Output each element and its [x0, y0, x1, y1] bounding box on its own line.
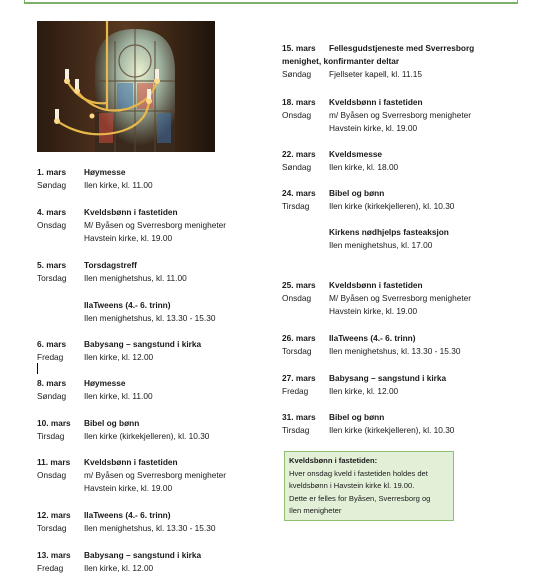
- event-day: Onsdag: [37, 220, 67, 230]
- event-title: IlaTweens (4.- 6. trinn): [84, 510, 171, 520]
- event-detail: Ilen kirke, kl. 12.00: [329, 386, 399, 396]
- event-detail: Ilen kirke, kl. 12.00: [84, 563, 154, 573]
- event-day: Torsdag: [282, 346, 312, 356]
- event-day: Onsdag: [282, 110, 312, 120]
- event-detail: Ilen menighetshus, kl. 17.00: [329, 240, 433, 250]
- event-day: Torsdag: [37, 273, 67, 283]
- event-item: [282, 332, 522, 358]
- event-day: Torsdag: [37, 523, 67, 533]
- event-detail: Ilen menighetshus, kl. 11.00: [84, 273, 187, 283]
- event-title: Bibel og bønn: [329, 188, 385, 198]
- event-item: [37, 299, 273, 325]
- event-title: Bibel og bønn: [84, 418, 140, 428]
- event-detail: Ilen kirke, kl. 11.00: [84, 180, 153, 190]
- event-item: [37, 417, 273, 443]
- event-day: Fredag: [37, 352, 64, 362]
- church-chandelier-stained-glass-photo: [37, 21, 215, 152]
- event-detail: Havstein kirke, kl. 19.00: [329, 306, 418, 316]
- event-detail: Havstein kirke, kl. 19.00: [84, 483, 173, 493]
- event-date: 11. mars: [37, 457, 71, 467]
- event-title: IlaTweens (4.- 6. trinn): [329, 333, 416, 343]
- event-detail: Fjellseter kapell, kl. 11.15: [329, 69, 422, 79]
- event-day: Søndag: [37, 391, 67, 401]
- notice-line: Hver onsdag kveld i fastetiden holdes det: [289, 468, 428, 478]
- event-date: 18. mars: [282, 97, 316, 107]
- event-detail: Ilen kirke (kirkekjelleren), kl. 10.30: [84, 431, 210, 441]
- event-title: Babysang – sangstund i kirka: [329, 373, 447, 383]
- event-item: [282, 226, 522, 252]
- event-title: Kveldsmesse: [329, 149, 383, 159]
- event-date: 1. mars: [37, 167, 67, 177]
- event-item: [37, 509, 273, 535]
- event-item: [282, 187, 522, 213]
- event-title-continued: menighet, konfirmanter deltar: [282, 56, 400, 66]
- event-detail: Ilen kirke (kirkekjelleren), kl. 10.30: [329, 425, 455, 435]
- event-date: 4. mars: [37, 207, 67, 217]
- event-item: [37, 166, 273, 192]
- event-date: 24. mars: [282, 188, 316, 198]
- event-date: 13. mars: [37, 550, 71, 560]
- event-date: 12. mars: [37, 510, 71, 520]
- event-title: Kveldsbønn i fastetiden: [329, 280, 423, 290]
- event-item: [37, 338, 273, 364]
- notice-line: Ilen menigheter: [289, 506, 342, 516]
- event-detail: Ilen kirke, kl. 11.00: [84, 391, 153, 401]
- church-chandelier-photo: [37, 21, 215, 152]
- event-detail: Havstein kirke, kl. 19.00: [329, 123, 418, 133]
- event-detail: m/ Byåsen og Sverresborg menigheter: [329, 110, 472, 120]
- event-item: [282, 372, 522, 398]
- event-day: Tirsdag: [37, 431, 65, 441]
- notice-box: [284, 451, 454, 521]
- event-item: [37, 456, 273, 495]
- event-detail: Havstein kirke, kl. 19.00: [84, 233, 173, 243]
- event-title: Babysang – sangstund i kirka: [84, 339, 202, 349]
- event-day: Tirsdag: [282, 201, 310, 211]
- event-item: [282, 411, 522, 437]
- event-day: Onsdag: [37, 470, 67, 480]
- event-title: Kirkens nødhjelps fasteaksjon: [329, 227, 449, 237]
- event-detail: Ilen kirke, kl. 12.00: [84, 352, 154, 362]
- event-title: Bibel og bønn: [329, 412, 385, 422]
- event-day: Fredag: [37, 563, 64, 573]
- event-title: Babysang – sangstund i kirka: [84, 550, 202, 560]
- event-date: 5. mars: [37, 260, 67, 270]
- event-title: Kveldsbønn i fastetiden: [329, 97, 423, 107]
- event-date: 22. mars: [282, 149, 316, 159]
- event-detail: Ilen menighetshus, kl. 13.30 - 15.30: [84, 523, 216, 533]
- event-item: [37, 206, 273, 245]
- event-title: Kveldsbønn i fastetiden: [84, 207, 178, 217]
- event-title: Høymesse: [84, 167, 126, 177]
- top-border: [24, 0, 518, 4]
- event-day: Tirsdag: [282, 425, 310, 435]
- event-date: 15. mars: [282, 43, 316, 53]
- event-title: Torsdagstreff: [84, 260, 137, 270]
- event-item: [37, 549, 273, 575]
- event-title: Fellesgudstjeneste med Sverresborg: [329, 43, 475, 53]
- event-title: Kveldsbønn i fastetiden: [84, 457, 178, 467]
- event-date: 6. mars: [37, 339, 67, 349]
- event-detail: M/ Byåsen og Sverresborg menigheter: [329, 293, 472, 303]
- notice-title: Kveldsbønn i fastetiden:: [289, 456, 378, 465]
- event-item: [37, 377, 273, 403]
- event-detail: Ilen menighetshus, kl. 13.30 - 15.30: [329, 346, 461, 356]
- event-day: Onsdag: [282, 293, 312, 303]
- event-detail: M/ Byåsen og Sverresborg menigheter: [84, 220, 227, 230]
- event-item: [37, 259, 273, 285]
- event-title: IlaTweens (4.- 6. trinn): [84, 300, 171, 310]
- event-day: Søndag: [37, 180, 67, 190]
- notice-line: Dette er felles for Byåsen, Sverresborg og: [289, 493, 431, 503]
- event-date: 26. mars: [282, 333, 316, 343]
- event-date: 27. mars: [282, 373, 316, 383]
- event-detail: Ilen kirke (kirkekjelleren), kl. 10.30: [329, 201, 455, 211]
- event-detail: m/ Byåsen og Sverresborg menigheter: [84, 470, 227, 480]
- event-detail: Ilen menighetshus, kl. 13.30 - 15.30: [84, 313, 216, 323]
- event-date: 10. mars: [37, 418, 71, 428]
- event-date: 8. mars: [37, 378, 67, 388]
- text-cursor: [37, 363, 38, 374]
- event-date: 31. mars: [282, 412, 316, 422]
- event-day: Fredag: [282, 386, 309, 396]
- event-title: Høymesse: [84, 378, 126, 388]
- notice-line: kveldsbønn i Havstein kirke kl. 19.00.: [289, 481, 415, 491]
- event-item: [282, 279, 522, 318]
- event-item: [282, 148, 522, 174]
- event-day: Søndag: [282, 162, 312, 172]
- event-date: 25. mars: [282, 280, 316, 290]
- event-detail: Ilen kirke, kl. 18.00: [329, 162, 399, 172]
- event-item: [282, 96, 522, 135]
- event-day: Søndag: [282, 69, 312, 79]
- event-item: [282, 42, 522, 81]
